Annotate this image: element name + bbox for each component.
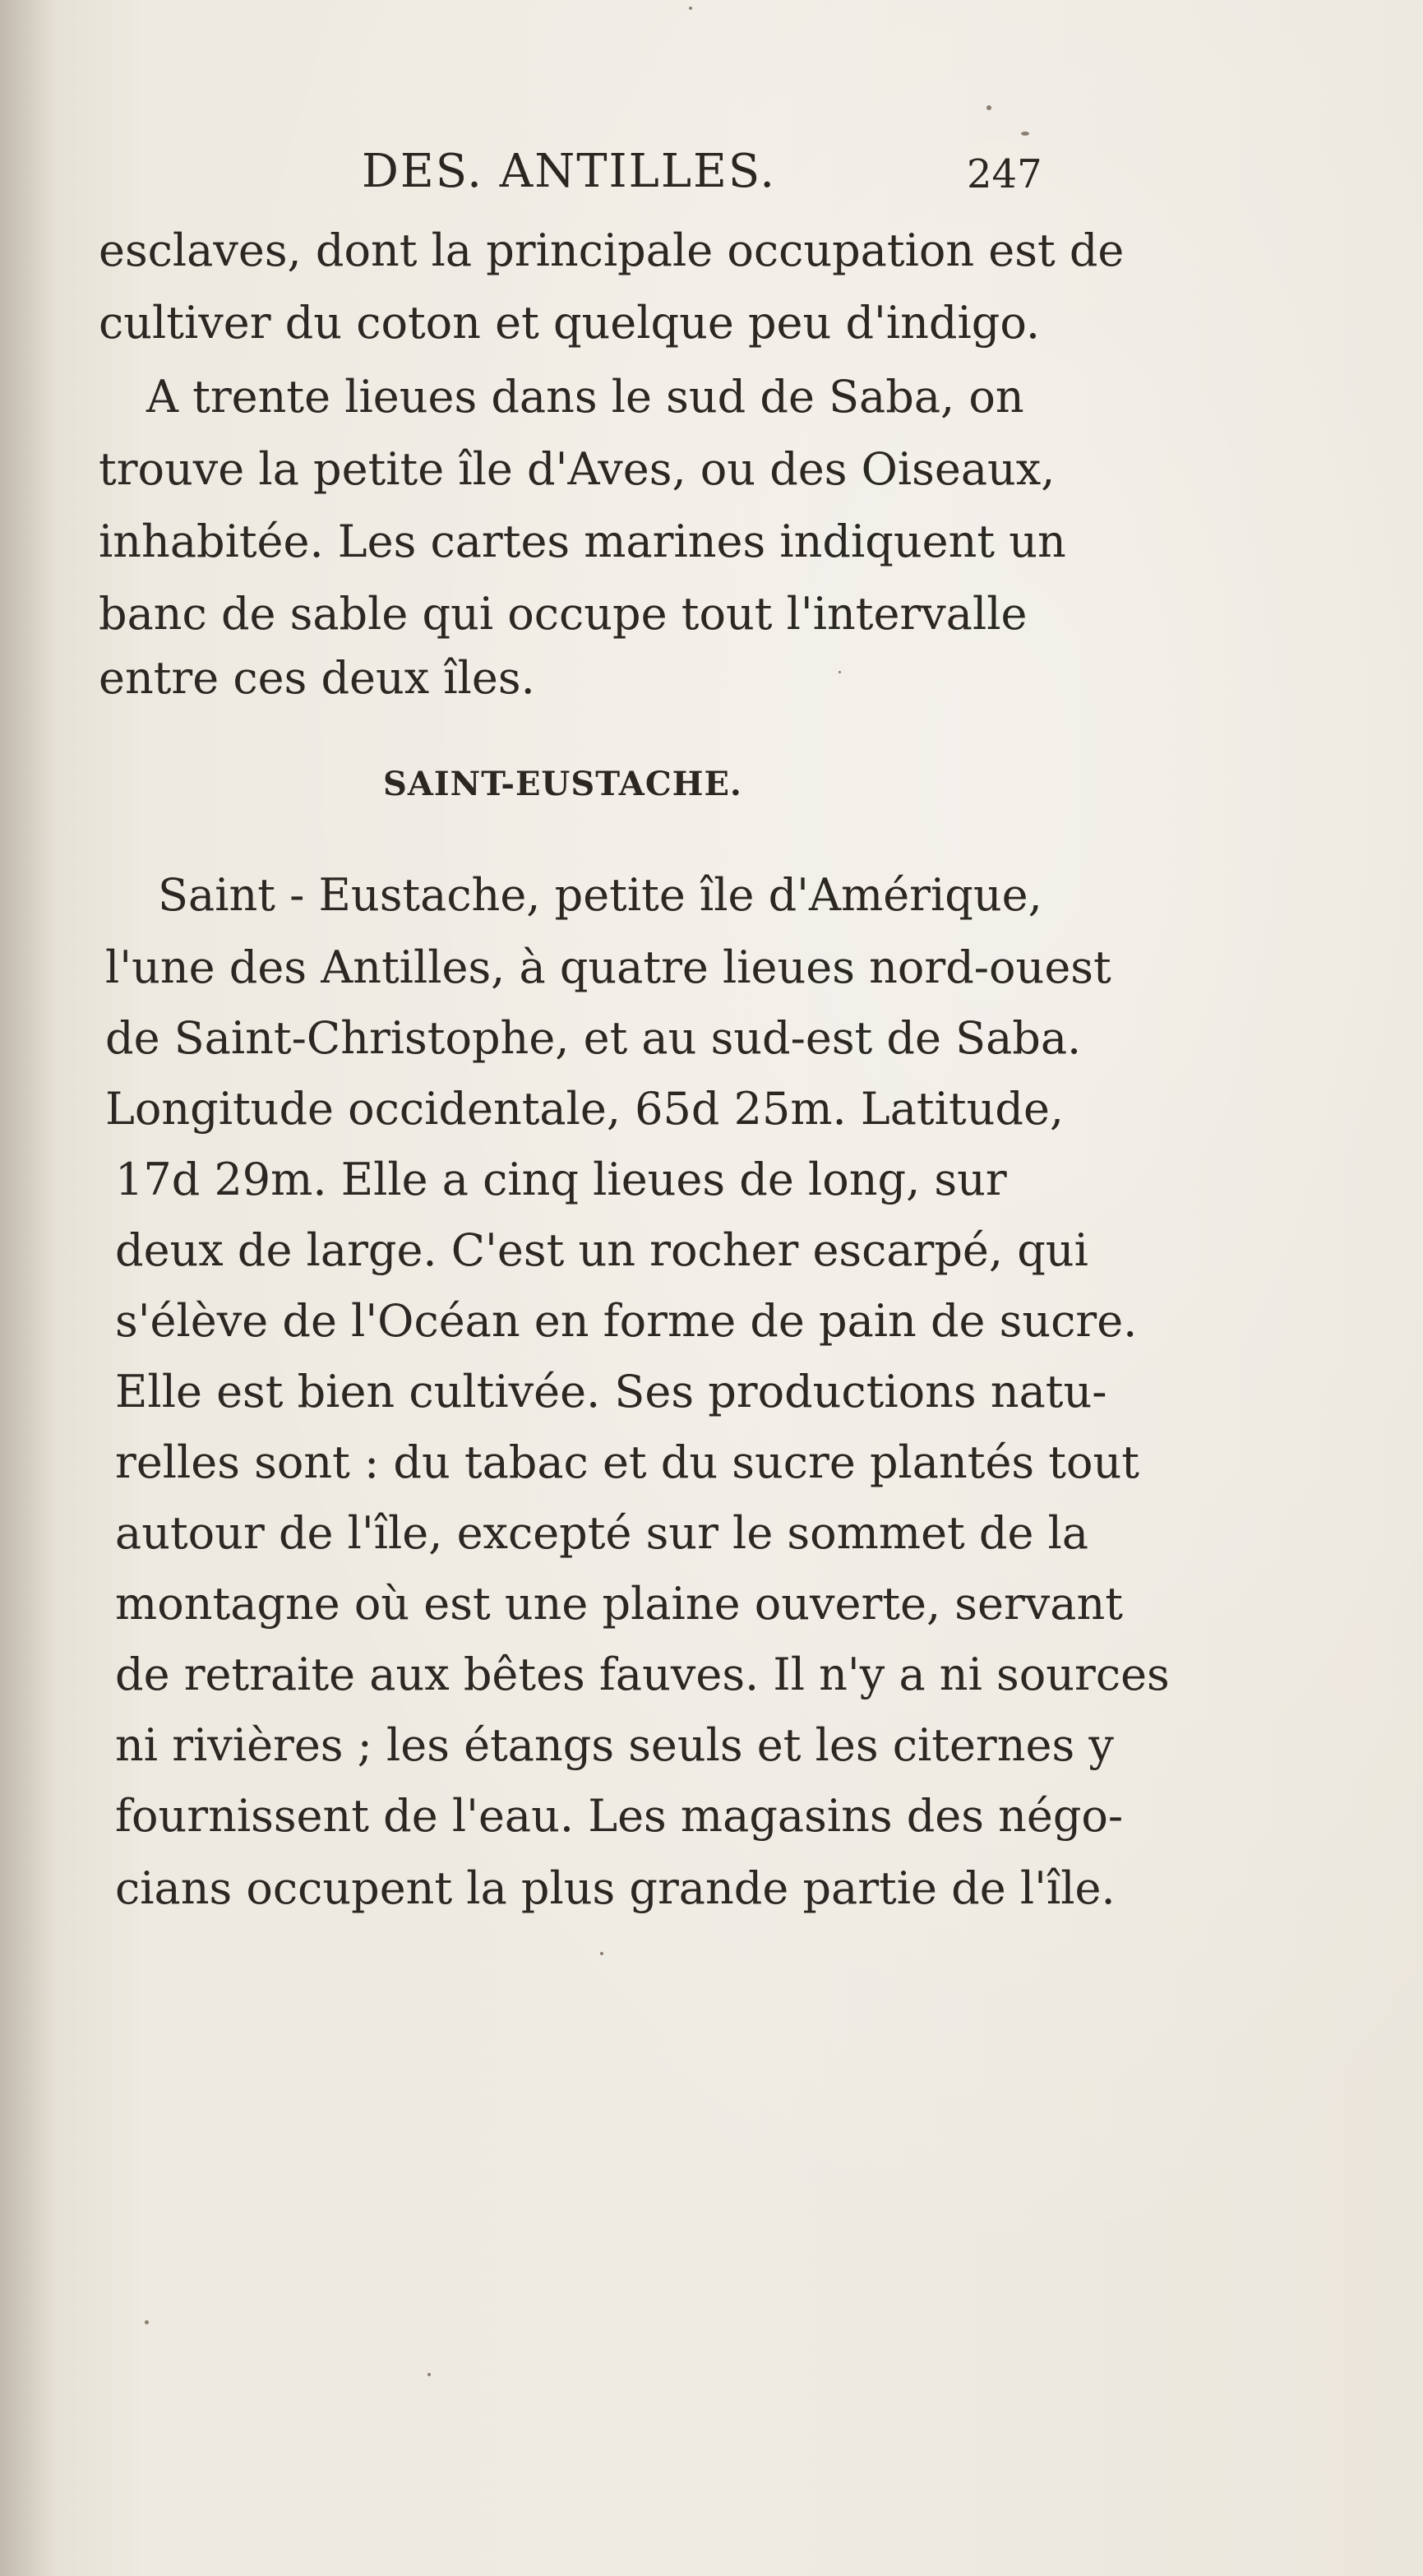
text-line: banc de sable qui occupe tout l'intervalle [99,588,1028,640]
text-line: entre ces deux îles. [99,652,535,704]
text-line: fournissent de l'eau. Les magasins des négo- [115,1790,1124,1842]
text-line: esclaves, dont la principale occupation est de [99,224,1125,276]
paper-speck [1021,132,1029,136]
paper-speck [145,2320,149,2324]
text-line: deux de large. C'est un rocher escarpé, qui [115,1224,1088,1276]
paper-speck [986,105,991,110]
paper-speck [689,7,692,10]
text-line: A trente lieues dans le sud de Saba, on [146,371,1024,423]
text-line: cians occupent la plus grande partie de l'île. [115,1862,1116,1914]
text-line: de retraite aux bêtes fauves. Il n'y a ni sources [115,1649,1170,1700]
text-line: montagne où est une plaine ouverte, servant [115,1578,1123,1630]
text-line: Longitude occidentale, 65d 25m. Latitude, [105,1083,1065,1135]
text-line: cultiver du coton et quelque peu d'indigo. [99,297,1041,349]
text-line: autour de l'île, excepté sur le sommet de la [115,1507,1089,1559]
text-line: s'élève de l'Océan en forme de pain de sucre. [115,1295,1138,1347]
text-line: de Saint-Christophe, et au sud-est de Saba. [105,1012,1082,1064]
page-number: 247 [967,151,1042,197]
text-line: l'une des Antilles, à quatre lieues nord-ouest [105,941,1111,993]
text-line: Saint - Eustache, petite île d'Amérique, [158,869,1042,921]
text-line: trouve la petite île d'Aves, ou des Oiseaux, [99,443,1056,495]
running-head: DES. ANTILLES. [362,145,777,198]
text-line: relles sont : du tabac et du sucre plantés tout [115,1436,1139,1488]
paper-speck [427,2373,431,2376]
text-line: inhabitée. Les cartes marines indiquent un [99,516,1066,567]
text-line: ni rivières ; les étangs seuls et les citernes y [115,1719,1114,1771]
text-line: Elle est bien cultivée. Ses productions natu- [115,1366,1107,1417]
gutter-shadow [0,0,58,2576]
section-heading: SAINT-EUSTACHE. [383,765,742,803]
paper-speck [839,671,841,673]
text-line: 17d 29m. Elle a cinq lieues de long, sur [115,1154,1007,1205]
paper-speck [600,1952,603,1955]
